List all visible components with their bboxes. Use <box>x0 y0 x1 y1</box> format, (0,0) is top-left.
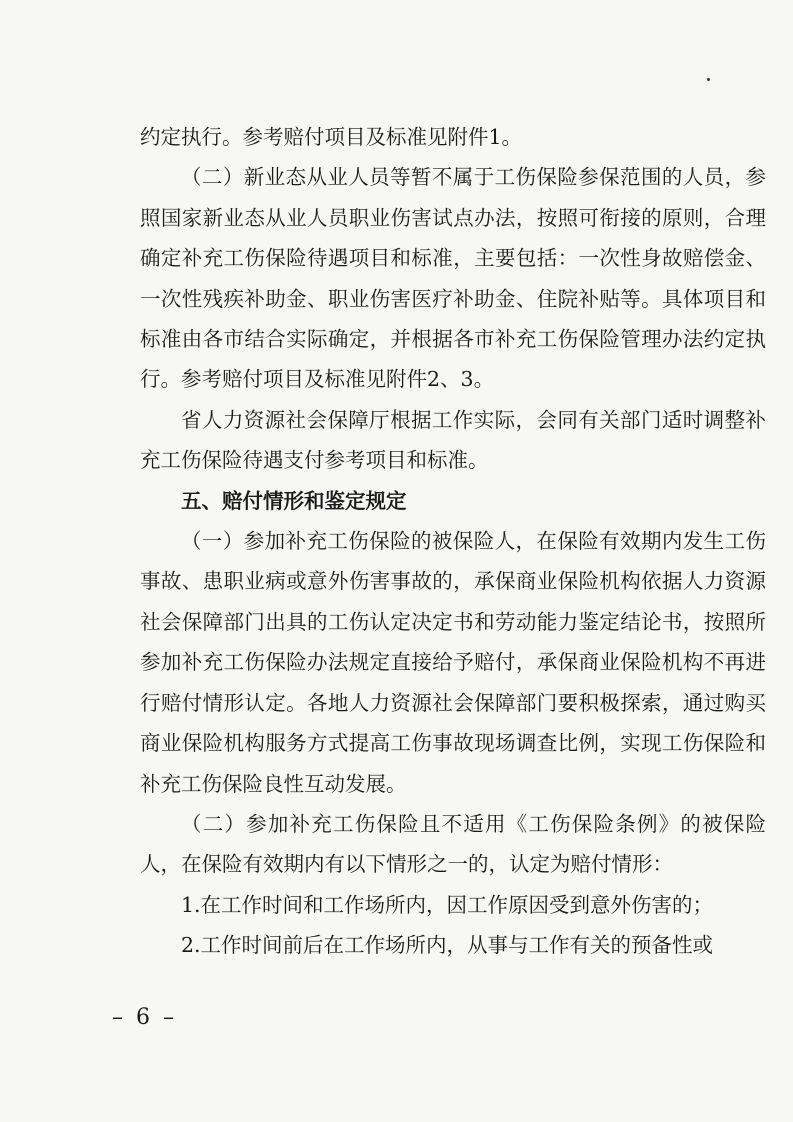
paragraph-adjustment: 省人力资源社会保障厅根据工作实际，会同有关部门适时调整补充工伤保险待遇支付参考项目和标准。 <box>140 407 766 473</box>
paragraph-compensation-rule-1: （一）参加补充工伤保险的被保险人，在保险有效期内发生工伤事故、患职业病或意外伤害事故的，承保商业保险机构依据人力资源社会保障部门出具的工伤认定决定书和劳动能力鉴定结论书，按照所参加补充工伤保险办法规定直接给予赔付，承保商业保险机构不再进行赔付情形认定。各地人力资源社会保障部门要积极探索，通过购买商业保险机构服务方式提高工伤事故现场调查比例，实现工伤保险和补充工伤保险良性互动发展。 <box>140 529 766 796</box>
paragraph-continuation: 约定执行。参考赔付项目及标准见附件1。 <box>140 125 523 149</box>
section-heading: 五、赔付情形和鉴定规定 <box>181 488 407 513</box>
paragraph-compensation-rule-2: （二）参加补充工伤保险且不适用《工伤保险条例》的被保险人，在保险有效期内有以下情形之一的，认定为赔付情形： <box>140 811 766 877</box>
list-item-1: 1.在工作时间和工作场所内，因工作原因受到意外伤害的； <box>181 892 714 917</box>
page-number: – 6 – <box>112 1005 177 1030</box>
scan-speck <box>707 78 710 81</box>
document-body <box>140 117 766 966</box>
list-item-2: 2.工作时间前后在工作场所内，从事与工作有关的预备性或 <box>181 933 714 958</box>
paragraph-new-business-workers: （二）新业态从业人员等暂不属于工伤保险参保范围的人员，参照国家新业态从业人员职业伤害试点办法，按照可衔接的原则，合理确定补充工伤保险待遇项目和标准，主要包括：一次性身故赔偿金、一次性残疾补助金、职业伤害医疗补助金、住院补贴等。具体项目和标准由各市结合实际确定，并根据各市补充工伤保险管理办法约定执行。参考赔付项目及标准见附件2、3。 <box>140 165 766 392</box>
